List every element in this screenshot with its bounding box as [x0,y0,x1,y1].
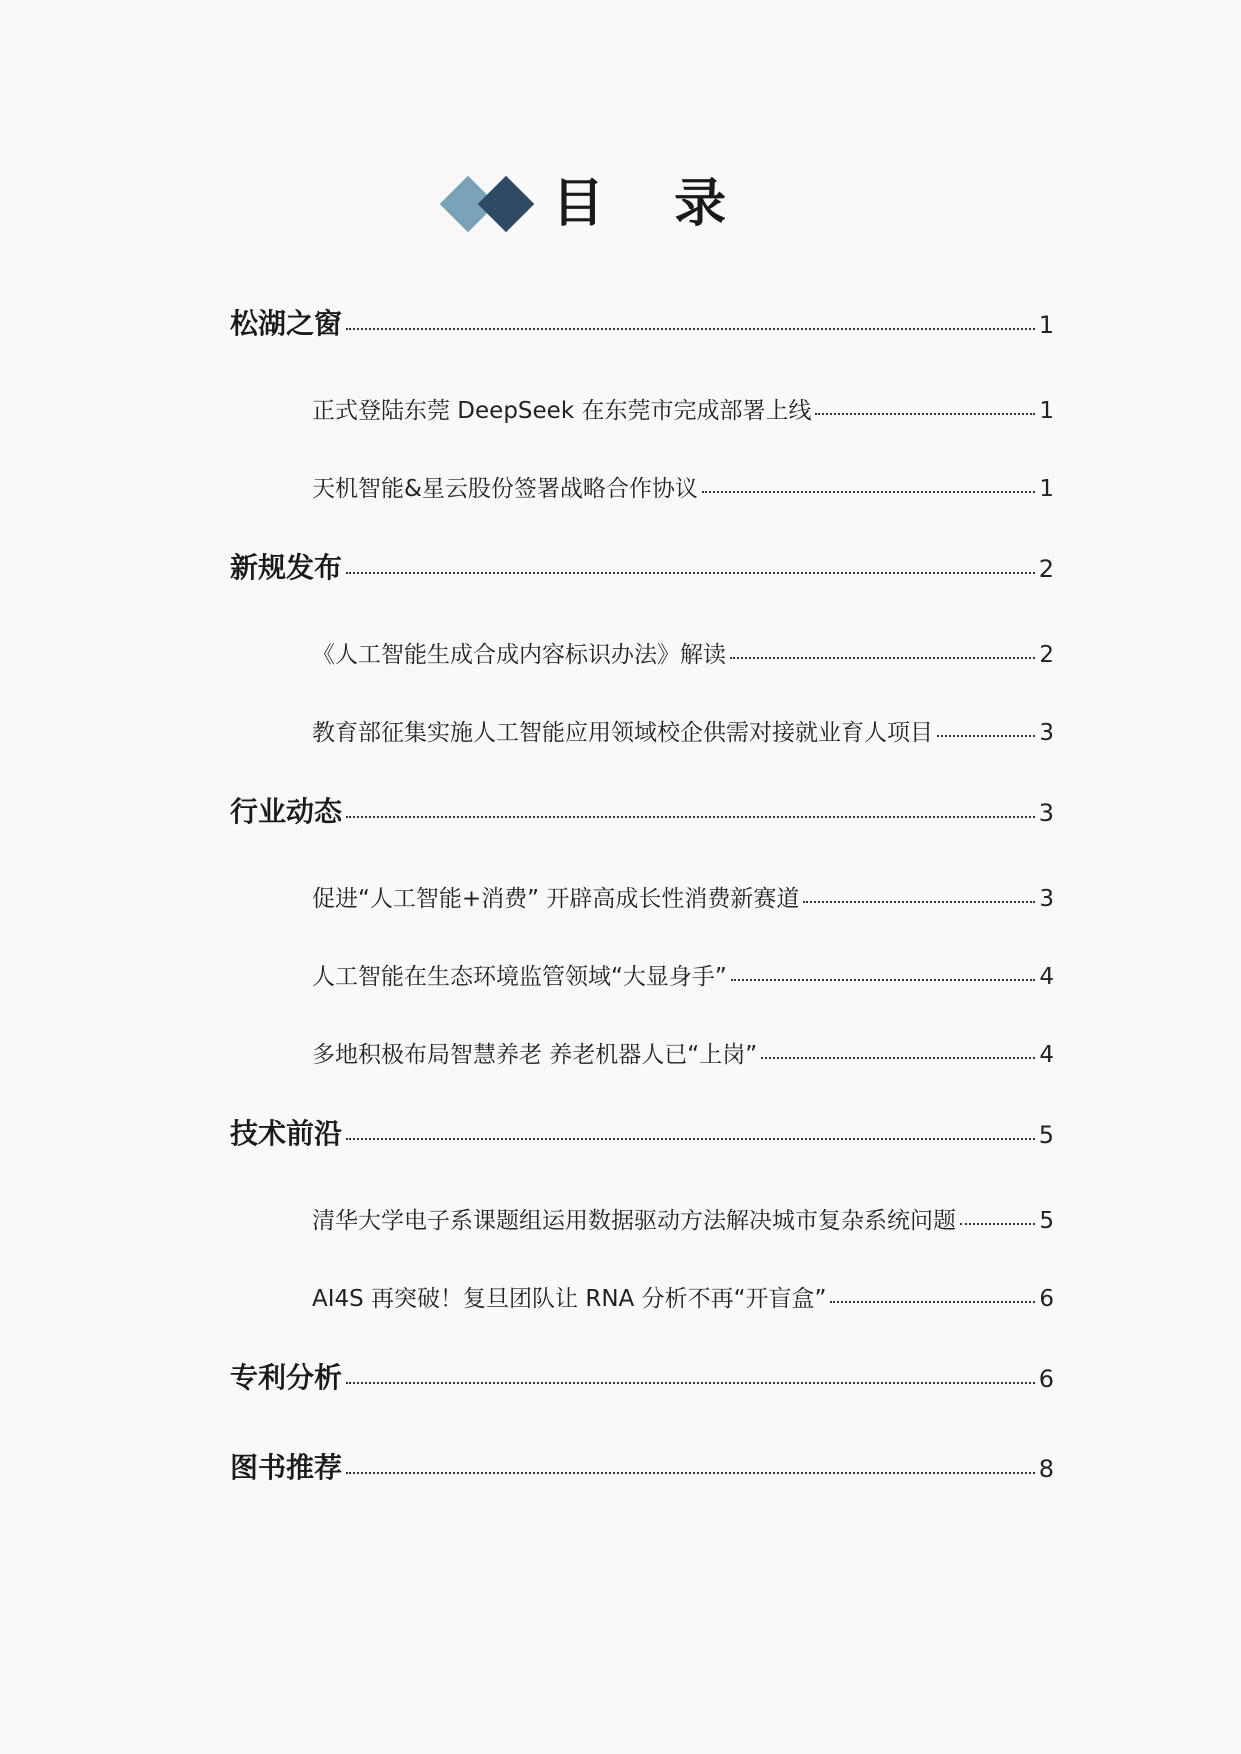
toc-entry[interactable] [230,790,1054,830]
toc-entry[interactable] [230,470,1054,503]
dot-leader [346,1138,1035,1140]
toc-entry-title: 教育部征集实施人工智能应用领域校企供需对接就业育人项目 [312,720,933,746]
toc-entry-page: 1 [1039,476,1054,502]
toc-entry-page: 6 [1039,1286,1054,1312]
toc-entry-title: 多地积极布局智慧养老 养老机器人已“上岗” [312,1042,758,1068]
toc-entry[interactable] [230,1202,1054,1235]
dot-leader [346,816,1035,818]
toc-entry-page: 3 [1039,720,1054,746]
dark-diamond-icon [478,176,535,233]
toc-heading [440,168,760,240]
toc-entry-title: 正式登陆东莞 DeepSeek 在东莞市完成部署上线 [312,398,812,424]
toc-entry[interactable] [230,1036,1054,1069]
toc-entry-title: 促进“人工智能+消费” 开辟高成长性消费新赛道 [312,886,800,912]
toc-entry[interactable] [230,1112,1054,1152]
dot-leader [346,1472,1035,1474]
toc-entry-page: 8 [1038,1455,1054,1483]
toc-entry[interactable] [230,1446,1054,1486]
dot-leader [346,1382,1035,1384]
dot-leader [346,572,1035,574]
page-title: 目 录 [552,174,753,234]
toc-entry[interactable] [230,302,1054,342]
toc-entry-title: 天机智能&星云股份签署战略合作协议 [312,476,698,502]
toc-entry[interactable] [230,546,1054,586]
toc-entry-page: 2 [1039,642,1054,668]
toc-entry-title: 新规发布 [230,551,343,584]
toc-entry-page: 3 [1038,799,1054,827]
toc-entry[interactable] [230,1356,1054,1396]
toc-entry-title: 行业动态 [230,795,343,828]
diamond-decoration-icon [440,168,542,240]
toc-entry-title: 图书推荐 [230,1451,343,1484]
toc-entry-title: 人工智能在生态环境监管领域“大显身手” [312,964,727,990]
dot-leader [761,1057,1035,1059]
dot-leader [346,328,1035,330]
dot-leader [803,901,1035,903]
toc-entry-title: 清华大学电子系课题组运用数据驱动方法解决城市复杂系统问题 [312,1208,956,1234]
toc-entry-page: 1 [1038,311,1054,339]
dot-leader [815,413,1035,415]
toc-entry-page: 4 [1039,964,1054,990]
toc-entry-page: 2 [1038,555,1054,583]
toc-entry-page: 4 [1039,1042,1054,1068]
toc-entry-page: 5 [1039,1208,1054,1234]
toc-entry-title: 松湖之窗 [230,307,343,340]
toc-entry-page: 5 [1038,1121,1054,1149]
toc-entry[interactable] [230,714,1054,747]
dot-leader [731,979,1036,981]
toc-entry-page: 6 [1038,1365,1054,1393]
toc-entry[interactable] [230,958,1054,991]
toc-entry[interactable] [230,392,1054,425]
toc-entry-title: AI4S 再突破！复旦团队让 RNA 分析不再“开盲盒” [312,1286,827,1312]
toc-entry[interactable] [230,636,1054,669]
dot-leader [830,1301,1035,1303]
toc-entry-page: 1 [1039,398,1054,424]
toc-entry-title: 技术前沿 [230,1117,343,1150]
dot-leader [730,657,1035,659]
toc-entry[interactable] [230,1280,1054,1313]
toc-entry-title: 专利分析 [230,1361,343,1394]
dot-leader [937,735,1035,737]
toc-entry[interactable] [230,880,1054,913]
toc-entry-page: 3 [1039,886,1054,912]
dot-leader [960,1223,1035,1225]
dot-leader [702,491,1035,493]
toc-entry-title: 《人工智能生成合成内容标识办法》解读 [312,642,726,668]
